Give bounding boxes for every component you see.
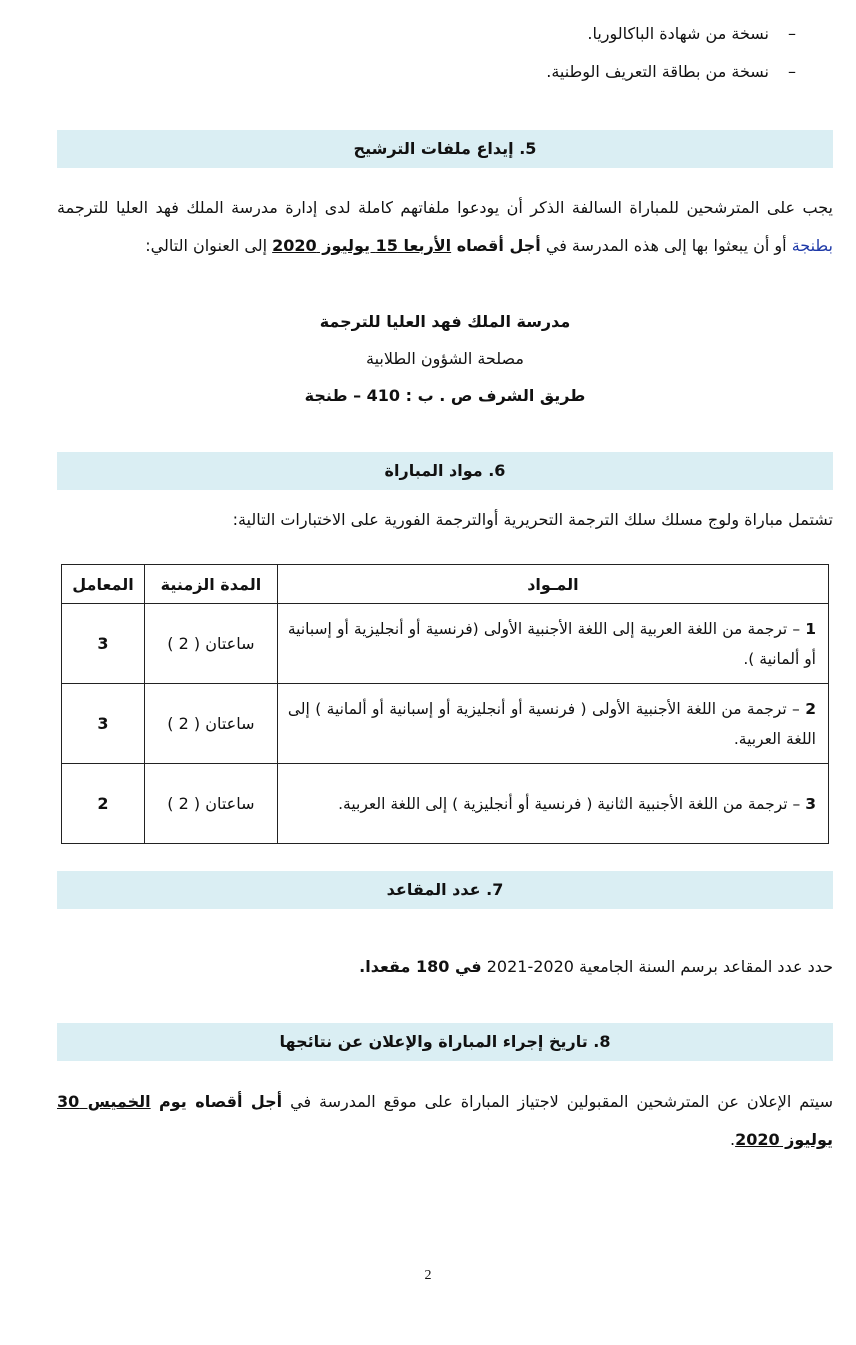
subject-number: 2 <box>805 699 816 718</box>
address-line-1: مدرسة الملك فهد العليا للترجمة <box>319 312 571 331</box>
results-end: . <box>729 1130 736 1149</box>
table-header-row <box>62 565 829 604</box>
paragraph-text: إلى العنوان التالي: <box>145 236 273 255</box>
exam-subjects-table <box>61 564 829 844</box>
results-paragraph <box>57 1083 833 1159</box>
subject-number: 3 <box>805 794 816 813</box>
seats-text: حدد عدد المقاعد برسم السنة الجامعية 2020-2021 <box>481 957 833 976</box>
section-heading: 5. إيداع ملفات الترشيح <box>57 130 833 168</box>
address-line-3: طريق الشرف ص . ب : 410 – طنجة <box>304 386 586 405</box>
results-deadline-intro: أجل أقصاه يوم <box>150 1092 283 1111</box>
coefficient-cell: 3 <box>62 604 145 684</box>
deadline-weekday: الأربعا <box>403 236 452 255</box>
column-header-duration: المدة الزمنية <box>144 565 277 604</box>
column-header-subjects: المـواد <box>277 565 828 604</box>
list-item <box>546 60 799 84</box>
subject-cell <box>277 764 828 844</box>
list-item-text: نسخة من بطاقة التعريف الوطنية. <box>546 62 769 81</box>
exam-intro: تشتمل مباراة ولوج مسلك سلك الترجمة التحريرية أوالترجمة الفورية على الاختبارات التالية: <box>232 510 833 529</box>
deadline-date: 15 يوليوز 2020 <box>272 236 404 255</box>
seats-paragraph <box>57 953 833 981</box>
column-header-coefficient: المعامل <box>62 565 145 604</box>
bullet-dash: – <box>788 62 796 81</box>
duration-cell: ساعتان ( 2 ) <box>144 684 277 764</box>
coefficient-cell: 2 <box>62 764 145 844</box>
table-row <box>62 764 829 844</box>
results-deadline-date: الخميس 30 يوليوز 2020 <box>57 1092 833 1149</box>
deadline-intro: أجل أقصاه <box>451 236 541 255</box>
address-line-2: مصلحة الشؤون الطلابية <box>365 349 524 368</box>
subject-cell <box>277 604 828 684</box>
section-heading: 6. مواد المباراة <box>57 452 833 490</box>
results-text: سيتم الإعلان عن المترشحين المقبولين لاجتياز المباراة على موقع المدرسة في <box>282 1092 834 1111</box>
table-row <box>62 604 829 684</box>
city-link[interactable]: بطنجة <box>791 236 833 255</box>
list-item <box>587 22 799 46</box>
seats-count: في 180 مقعدا. <box>359 957 482 976</box>
subject-text: – ترجمة من اللغة الأجنبية الثانية ( فرنسية أو أنجليزية ) إلى اللغة العربية. <box>338 794 806 813</box>
bullet-dash: – <box>788 24 796 43</box>
list-item-text: نسخة من شهادة الباكالوريا. <box>587 24 769 43</box>
subject-number: 1 <box>805 619 816 638</box>
section-heading: 7. عدد المقاعد <box>57 871 833 909</box>
subject-cell <box>277 684 828 764</box>
paragraph-text: أو أن يبعثوا بها إلى هذه المدرسة في <box>540 236 792 255</box>
submission-paragraph <box>57 189 833 265</box>
subject-text: – ترجمة من اللغة العربية إلى اللغة الأجنبية الأولى (فرنسية أو أنجليزية أو إسبانية أو ألمانية ). <box>287 619 816 668</box>
coefficient-cell: 3 <box>62 684 145 764</box>
duration-cell: ساعتان ( 2 ) <box>144 604 277 684</box>
subject-text: – ترجمة من اللغة الأجنبية الأولى ( فرنسية أو أنجليزية أو إسبانية أو ألمانية ) إلى اللغة العربية. <box>287 699 816 748</box>
paragraph-text: يجب على المترشحين للمباراة السالفة الذكر أن يودعوا ملفاتهم كاملة لدى إدارة مدرسة الملك فهد العليا للترجمة <box>57 198 833 217</box>
duration-cell: ساعتان ( 2 ) <box>144 764 277 844</box>
table-row <box>62 684 829 764</box>
section-heading: 8. تاريخ إجراء المباراة والإعلان عن نتائجها <box>57 1023 833 1061</box>
page-number: 2 <box>424 1268 432 1283</box>
